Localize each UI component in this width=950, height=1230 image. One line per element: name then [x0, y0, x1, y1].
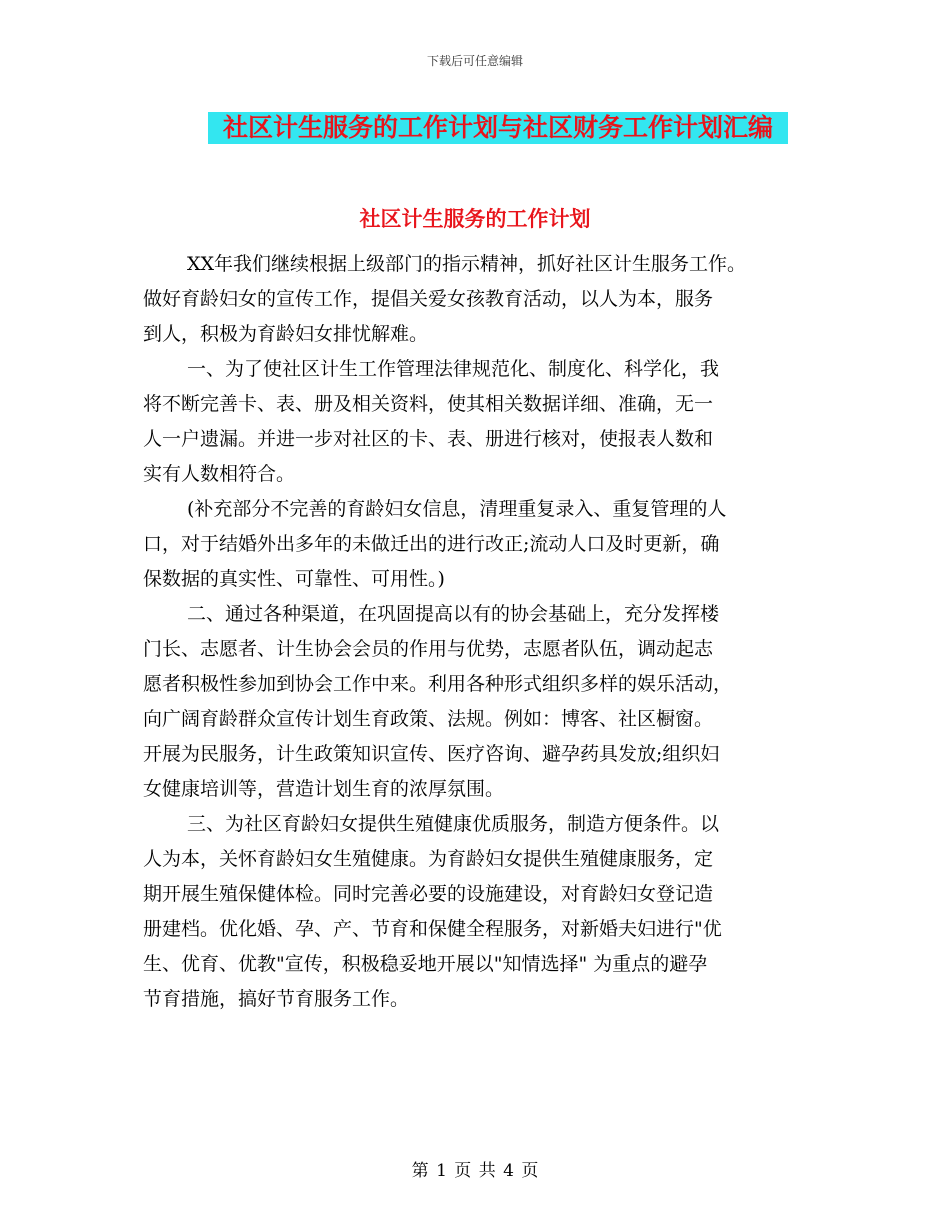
- text-line: (补充部分不完善的育龄妇女信息，清理重复录入、重复管理的人: [187, 498, 727, 520]
- paragraph: [143, 352, 823, 492]
- text-line: 生、优育、优教"宣传，积极稳妥地开展以"知情选择" 为重点的避孕: [143, 953, 708, 975]
- text-line: 人一户遗漏。并进一步对社区的卡、表、册进行核对，使报表人数和: [143, 428, 714, 450]
- paragraph: [143, 597, 823, 807]
- text-line: 愿者积极性参加到协会工作中来。利用各种形式组织多样的娱乐活动，: [143, 673, 733, 695]
- paragraph: [143, 807, 823, 1017]
- page-number: 第 1 页 共 4 页: [411, 1161, 539, 1181]
- header-note: 下载后可任意编辑: [426, 54, 523, 68]
- body-text: [143, 247, 823, 1017]
- text-line: 做好育龄妇女的宣传工作，提倡关爱女孩教育活动，以人为本，服务: [143, 288, 714, 310]
- text-line: 到人，积极为育龄妇女排忧解难。: [143, 323, 429, 345]
- text-line: 将不断完善卡、表、册及相关资料，使其相关数据详细、准确，无一: [143, 393, 714, 415]
- text-line: 节育措施，搞好节育服务工作。: [143, 988, 410, 1010]
- text-line: 保数据的真实性、可靠性、可用性。): [143, 568, 445, 590]
- text-line: 人为本，关怀育龄妇女生殖健康。为育龄妇女提供生殖健康服务，定: [143, 848, 714, 870]
- text-line: 实有人数相符合。: [143, 463, 296, 485]
- text-line: 一、为了使社区计生工作管理法律规范化、制度化、科学化，我: [187, 358, 720, 380]
- text-line: 口，对于结婚外出多年的未做迁出的进行改正;流动人口及时更新，确: [143, 533, 720, 555]
- text-line: 期开展生殖保健体检。同时完善必要的设施建设，对育龄妇女登记造: [143, 883, 714, 905]
- document-title: 社区计生服务的工作计划与社区财务工作计划汇编: [208, 112, 788, 144]
- text-line: XX年我们继续根据上级部门的指示精神，抓好社区计生服务工作。: [187, 253, 747, 275]
- section-title: 社区计生服务的工作计划: [359, 207, 591, 231]
- text-line: 向广阔育龄群众宣传计划生育政策、法规。例如：博客、社区橱窗。: [143, 708, 714, 730]
- text-line: 三、为社区育龄妇女提供生殖健康优质服务，制造方便条件。以: [187, 813, 720, 835]
- paragraph: [143, 492, 823, 597]
- text-line: 二、通过各种渠道，在巩固提高以有的协会基础上，充分发挥楼: [187, 603, 720, 625]
- text-line: 册建档。优化婚、孕、产、节育和保健全程服务，对新婚夫妇进行"优: [143, 918, 722, 940]
- text-line: 门长、志愿者、计生协会会员的作用与优势，志愿者队伍，调动起志: [143, 638, 714, 660]
- paragraph: [143, 247, 823, 352]
- text-line: 女健康培训等，营造计划生育的浓厚氛围。: [143, 778, 505, 800]
- text-line: 开展为民服务，计生政策知识宣传、医疗咨询、避孕药具发放;组织妇: [143, 743, 720, 765]
